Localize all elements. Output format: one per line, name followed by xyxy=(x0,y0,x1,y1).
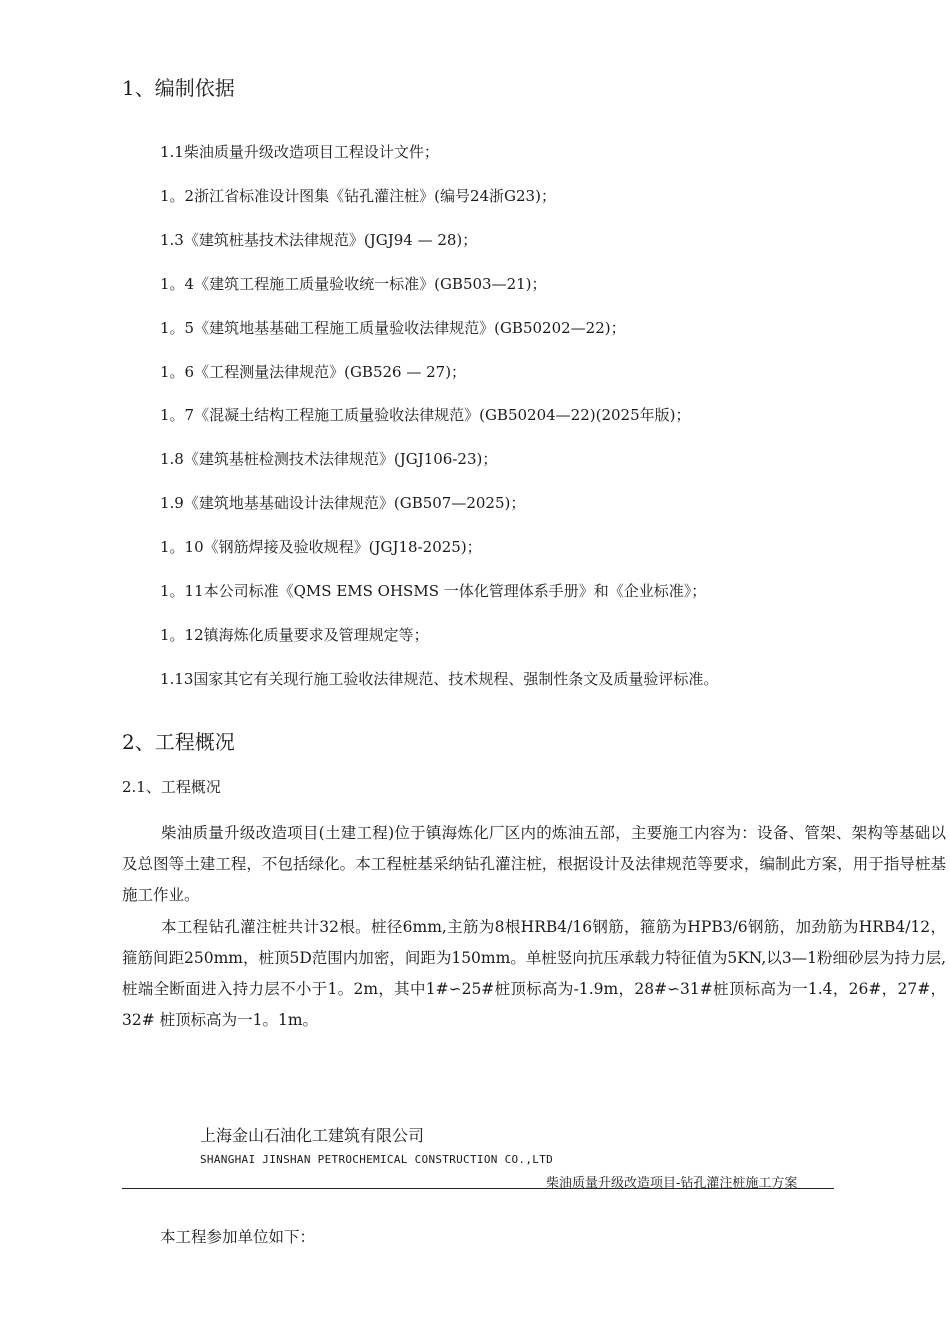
reference-item-9: 1.9《建筑地基基础设计法律规范》(GB507—2025)； xyxy=(160,494,526,512)
document-title: 柴油质量升级改造项目-钻孔灌注桩施工方案 xyxy=(546,1176,798,1191)
reference-item-1: 1.1柴油质量升级改造项目工程设计文件； xyxy=(160,143,439,161)
company-name-cn: 上海金山石油化工建筑有限公司 xyxy=(200,1126,425,1145)
reference-item-5: 1。5《建筑地基基础工程施工质量验收法律规范》(GB50202—22)； xyxy=(160,319,626,337)
reference-item-4: 1。4《建筑工程施工质量验收统一标准》(GB503—21)； xyxy=(160,275,547,293)
reference-item-2: 1。2浙江省标准设计图集《钻孔灌注桩》(编号24浙G23)； xyxy=(160,187,556,205)
reference-item-10: 1。10《钢筋焊接及验收规程》(JGJ18-2025)； xyxy=(160,538,482,556)
reference-item-12: 1。12镇海炼化质量要求及管理规定等； xyxy=(160,626,429,644)
section2-title: 2、工程概况 xyxy=(122,730,235,754)
reference-item-6: 1。6《工程测量法律规范》(GB526 — 27)； xyxy=(160,363,467,381)
overview-paragraph-1: 柴油质量升级改造项目(土建工程)位于镇海炼化厂区内的炼油五部，主要施工内容为：设备、管架、架构等基础以及总图等土建工程，不包括绿化。本工程桩基采纳钻孔灌注桩，根据设计及法律规范等要求，编制此方案，用于指导桩基施工作业。 xyxy=(122,824,946,904)
reference-item-11: 1。11本公司标准《QMS EMS OHSMS 一体化管理体系手册》和《企业标准》； xyxy=(160,582,707,600)
section2-subtitle: 2.1、工程概况 xyxy=(122,778,221,796)
company-name-en: SHANGHAI JINSHAN PETROCHEMICAL CONSTRUCTION CO.,LTD xyxy=(200,1153,554,1166)
reference-item-8: 1.8《建筑基桩检测技术法律规范》(JGJ106-23)； xyxy=(160,450,498,468)
section1-title: 1、编制依据 xyxy=(122,76,235,100)
reference-item-13: 1.13国家其它有关现行施工验收法律规范、技术规程、强制性条文及质量验评标准。 xyxy=(160,670,719,688)
reference-item-3: 1.3《建筑桩基技术法律规范》(JGJ94 — 28)； xyxy=(160,231,478,249)
participants-intro: 本工程参加单位如下： xyxy=(160,1228,316,1246)
reference-item-7: 1。7《混凝土结构工程施工质量验收法律规范》(GB50204—22)(2025年版)； xyxy=(160,406,691,424)
overview-paragraph-2: 本工程钻孔灌注桩共计32根。桩径6mm,主筋为8根HRB4/16钢筋，箍筋为HPB3/6钢筋，加劲筋为HRB4/12，箍筋间距250mm，桩顶5D范围内加密，间距为150mm。单桩竖向抗压承载力特征值为5KN,以3—1粉细砂层为持力层,桩端全断面进入持力层不小于1。2m，其中1#∽25#桩顶标高为-1.9m，28#∽31#桩顶标高为一1.4，26#，27#，32# 桩顶标高为一1。1m。 xyxy=(122,918,946,1029)
header-rule xyxy=(122,1188,834,1189)
